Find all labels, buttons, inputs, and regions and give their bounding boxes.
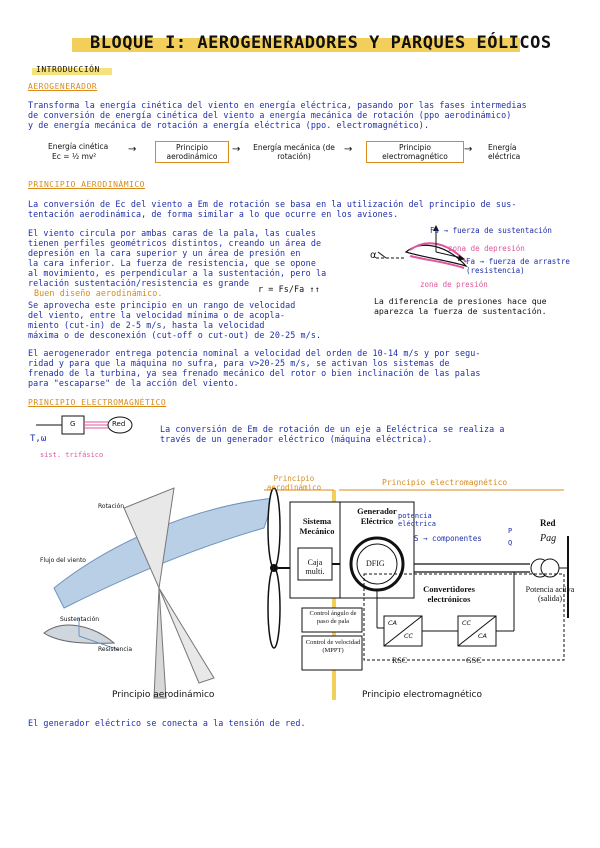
aerodyn-heading: PRINCIPIO AERODINÁMICO: [28, 180, 145, 189]
em-small-red: Red: [112, 420, 126, 428]
em-text-2: través de un generador eléctrico (máquina eléctrica).: [160, 434, 433, 444]
para4-line-2: ridad y para que la máquina no sufra, para v>20-25 m/s, se activan los sistemas de: [28, 358, 450, 368]
fig-control-paso: Control ángulo de paso de pala: [309, 610, 357, 625]
para2-line-4: la cara inferior. La fuerza de resistencia, que se opone: [28, 258, 316, 268]
aero-text-1: Transforma la energía cinética del viento en energía eléctrica, pasando por las fases intermedias: [28, 100, 527, 110]
em-small-g: G: [70, 420, 76, 428]
para3-line-1: Se aprovecha este principio en un rango de velocidad: [28, 300, 296, 310]
footer-text: El generador eléctrico se conecta a la tensión de red.: [28, 718, 306, 728]
fig-generador: Generador Eléctrico: [357, 506, 397, 526]
fig-sistema-mecanico: Sistema Mecánico: [299, 516, 335, 536]
intro-heading: INTRODUCCIÓN: [36, 65, 100, 74]
para4-line-1: El aerogenerador entrega potencia nominal a velocidad del orden de 10-14 m/s y por segu-: [28, 348, 481, 358]
fig-ppo-aero-hand: Principio aerodinámico: [266, 474, 322, 492]
fig-cc-left: CC: [404, 632, 414, 640]
aero-text-2: de conversión de energía cinética del viento a energía mecánica de rotación (ppo aerodinámico): [28, 110, 512, 120]
airfoil-fs: Fs → fuerza de sustentación: [430, 226, 552, 235]
fig-dfig: DFIG: [366, 559, 385, 568]
flow-arrow-2: →: [232, 144, 241, 155]
fig-red: Red: [540, 518, 556, 528]
flow-mech-label: Energía mecánica (de rotación): [253, 143, 335, 161]
flow-ec-label: Energía cinética: [48, 142, 109, 151]
fig-potencia-activa: Potencia activa (salida): [525, 585, 575, 603]
fig-p-letter: P: [508, 527, 513, 535]
fig-rsc: RSC: [392, 656, 408, 665]
airfoil-caption-1: La diferencia de presiones hace que: [374, 296, 547, 306]
flow-arrow-1: →: [128, 144, 137, 155]
fig-caption-right: Principio electromagnético: [362, 690, 482, 700]
flow-arrow-4: →: [464, 144, 473, 155]
fig-resistencia: Resistencia: [98, 646, 132, 653]
flow-ec-formula: Ec = ½ mv²: [52, 152, 97, 161]
airfoil-fa: Fa → fuerza de arrastre (resistencia): [466, 257, 570, 275]
fig-ca-right: CA: [478, 632, 487, 640]
fig-caja: Caja multi.: [305, 558, 325, 576]
em-heading: PRINCIPIO ELECTROMAGNÉTICO: [28, 398, 167, 407]
flow-box-em: Principio electromagnético: [366, 141, 464, 163]
fig-ca-left: CA: [388, 619, 397, 627]
airfoil-depresion: zona de depresión: [448, 244, 525, 253]
em-small-sist: sist. trifásico: [40, 451, 104, 459]
para3-line-2: del viento, entre la velocidad mínima o de acopla-: [28, 310, 286, 320]
fig-q-letter: Q: [508, 539, 513, 547]
flow-box-aero: Principio aerodinámico: [155, 141, 229, 163]
em-small-tw: T,ω: [30, 434, 47, 444]
page-title: BLOQUE I: AEROGENERADORES Y PARQUES EÓLICOS: [90, 33, 552, 53]
fig-gsc: GSC: [466, 656, 482, 665]
para2-line-3: depresión en la cara superior y un área de presión en: [28, 248, 301, 258]
fig-ppo-em-hand: Principio electromagnético: [382, 478, 508, 487]
ratio-formula: r = Fs/Fa ↑↑: [258, 284, 320, 294]
para3-line-4: máxima o de desconexión (cut-off o cut-out) de 20-25 m/s.: [28, 330, 322, 340]
fig-potencia-electrica: potencia eléctrica: [398, 512, 436, 528]
para3-line-3: miento (cut-in) de 2-5 m/s, hasta la velocidad: [28, 320, 265, 330]
airfoil-presion: zona de presión: [420, 280, 488, 289]
em-text-1: La conversión de Em de rotación de un eje a Eeléctrica se realiza a: [160, 424, 505, 434]
fig-rotacion: Rotación: [98, 503, 125, 510]
fig-pag: Pag: [540, 533, 557, 544]
para4-line-3: frenado de la turbina, ya sea frenado mecánico del rotor o bien inclinación de las palas: [28, 368, 481, 378]
fig-flujo: Flujo del viento: [40, 557, 86, 564]
para2-line-2: tienen perfiles geométricos distintos, creando un área de: [28, 238, 322, 248]
para4-line-4: para "escaparse" de la acción del viento.: [28, 378, 239, 388]
flow-arrow-3: →: [344, 144, 353, 155]
aero-heading: AEROGENERADOR: [28, 82, 98, 91]
aero-text-3: y de energía mecánica de rotación a energía eléctrica (ppo. electromagnético).: [28, 120, 430, 130]
para2-line-1: El viento circula por ambas caras de la pala, las cuales: [28, 228, 316, 238]
fig-sustentacion: Sustentación: [60, 616, 100, 623]
turbine-tower-icon: [154, 588, 166, 698]
fig-control-vel: Control de velocidad (MPPT): [305, 639, 361, 654]
flow-elec-label: Energía eléctrica: [488, 143, 521, 161]
buen-diseno: Buen diseño aerodinámico.: [34, 288, 163, 298]
fig-caption-left: Principio aerodinámico: [112, 690, 215, 700]
fig-convertidores: Convertidores electrónicos: [423, 584, 475, 604]
airfoil-alpha: α: [370, 250, 377, 261]
para2-line-5: al movimiento, es perpendicular a la sustentación, pero la: [28, 268, 327, 278]
aerodyn-text-1: La conversión de Ec del viento a Em de rotación se basa en la utilización del principio de sus-: [28, 199, 517, 209]
airfoil-caption-2: aparezca la fuerza de sustentación.: [374, 306, 547, 316]
para2-line-6: relación sustentación/resistencia es grande: [28, 278, 250, 288]
fig-cc-right: CC: [462, 619, 472, 627]
aerodyn-text-2: tentación aerodinámica, de forma similar a lo que ocurre en los aviones.: [28, 209, 399, 219]
fig-s-componentes: S → componentes: [414, 534, 482, 543]
